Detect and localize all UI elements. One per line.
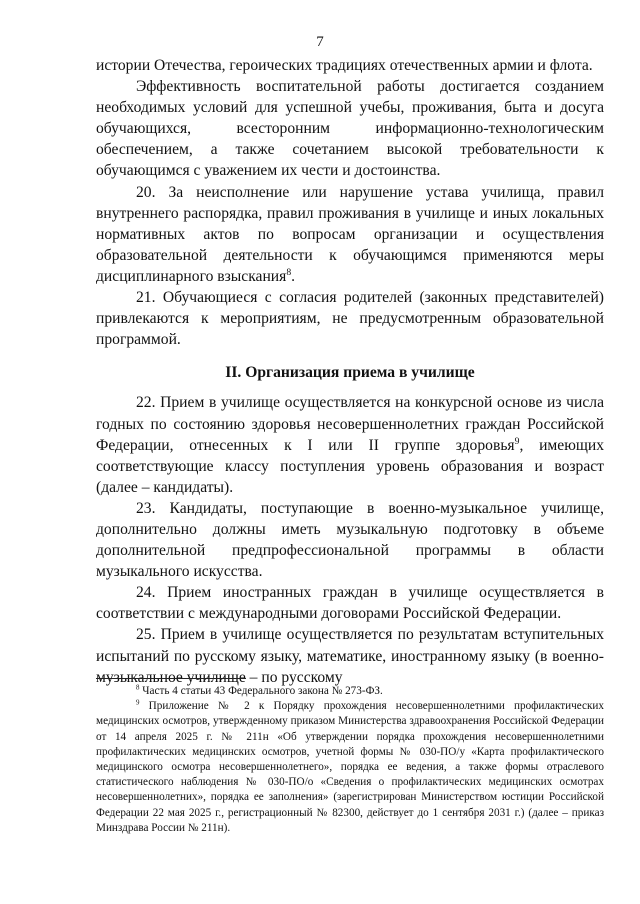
page-number: 7 [316,34,324,50]
paragraph-20-end: . [291,267,296,285]
paragraph-22-text-b: , имеющих соответствующие классу поступления уровень образования и возраст (далее – кандидаты). [96,436,605,496]
footnote-9-text: Приложение № 2 к Порядку прохождения несовершеннолетними профилактических медицинских осмотров, утвержденному приказом Министерства здравоохранения Российской Федерации от 14 апреля 2025 г. № 211н «Об утверждении порядка прохождения несовершеннолетними профилактических медицинских осмотров, учетной формы № 030-ПО/у «Карта профилактического медицинского осмотра несовершеннолетнего», порядка ее ведения, а также формы отраслевого статистического наблюдения № 030-ПО/о «Сведения о профилактических медицинских осмотрах несовершеннолетних», порядка ее заполнения» (зарегистрирован Министерством юстиции Российской Федерации 22 мая 2025 г., регистрационный № 82300, действует до 1 сентября 2031 г.) (далее – приказ Минздрава России № 211н). [96,700,604,834]
section-heading: II. Организация приема в училище [225,364,475,382]
footnote-8 [96,684,604,699]
paragraph-continuation: истории Отечества, героических традициях отечественных армии и флота. [96,57,593,74]
footnote-separator [96,678,246,679]
paragraph-upbringing: Эффективность воспитательной работы достигается созданием необходимых условий для успешной учебы, проживания, быта и досуга обучающихся, всесторонним информационно-технологическим обеспечением, а также сочетанием высокой требовательности к обучающимся с уважением их чести и достоинства. [96,78,604,180]
footnote-mark-8: 8 [136,683,140,692]
document-body [96,55,604,688]
paragraph-22 [96,392,604,497]
paragraph-21: 21. Обучающиеся с согласия родителей (законных представителей) привлекаются к мероприятиям, не предусмотренным образовательной программой. [96,289,604,349]
paragraph-23: 23. Кандидаты, поступающие в военно-музыкальное училище, дополнительно должны иметь музыкальную подготовку в объеме дополнительной предпрофессиональной программы в области музыкального искусства. [96,499,604,581]
paragraph-24: 24. Прием иностранных граждан в училище осуществляется в соответствии с международными договорами Российской Федерации. [96,584,604,623]
paragraph-20-text: 20. За неисполнение или нарушение устава училища, правил внутреннего распорядка, правил проживания в училище и иных локальных нормативных актов по вопросам организации и осуществления образовательной деятельности к обучающимся применяются меры дисциплинарного взыскания [96,183,604,285]
paragraph-25: 25. Прием в училище осуществляется по результатам вступительных испытаний по русскому языку, математике, иностранному языку (в военно-музыкальное училище – по русскому [96,626,604,686]
footnote-ref-8[interactable]: 8 [286,266,292,278]
footnotes [96,684,604,836]
paragraph-22-text-a: 22. Прием в училище осуществляется на конкурсной основе из числа годных по состоянию здоровья несовершеннолетних граждан Российской Федерации, отнесенных к I или II группе здоровья [96,394,604,454]
footnote-8-text: Часть 4 статьи 43 Федерального закона № 273-ФЗ. [139,685,383,697]
paragraph-20 [96,182,604,287]
footnote-ref-9[interactable]: 9 [514,435,520,447]
footnote-9 [96,699,604,836]
footnote-mark-9: 9 [136,698,140,707]
